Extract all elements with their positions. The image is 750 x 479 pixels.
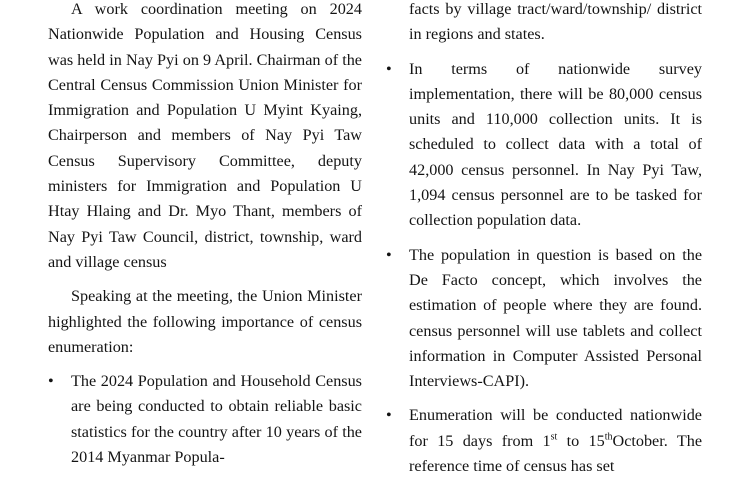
list-item — [386, 243, 702, 395]
bullet-list-right — [386, 57, 702, 479]
enumeration-text-c: October. — [612, 431, 668, 450]
list-item — [386, 403, 702, 479]
superscript-th: th — [604, 431, 613, 443]
bullet-icon: • — [386, 245, 392, 264]
right-column — [386, 0, 702, 479]
bullet-list-left — [48, 369, 362, 470]
paragraph-continuation: facts by village tract/ward/township/ district in regions and states. — [409, 0, 702, 44]
bullet-icon: • — [48, 372, 54, 391]
left-column — [48, 0, 362, 470]
list-item — [48, 369, 362, 470]
enumeration-text-a: Enumeration will be conducted nationwide for 15 days from 1 — [409, 406, 702, 450]
bullet-text: In terms of nationwide survey implementation, there will be 80,000 census units and 110,000 collection units. It is scheduled to collect data with a total of 42,000 census personnel. In Nay Pyi Taw, 1,094 census personnel are to be tasked for collection population data. — [409, 59, 702, 230]
superscript-st: st — [550, 431, 558, 443]
bullet-text — [409, 406, 702, 475]
list-item — [386, 57, 702, 234]
bullet-text: The 2024 Population and Household Census are being conducted to obtain reliable basic statistics for the country after 10 years of the 2014 Myanmar Popula- — [71, 372, 362, 467]
bullet-icon: • — [386, 59, 392, 78]
bullet-text: The population in question is based on the De Facto concept, which involves the estimation of people where they are found. census personnel will use tablets and collect information in Computer Assisted Personal Interviews-CAPI). — [409, 245, 702, 391]
enumeration-text-b: to 15 — [557, 431, 605, 450]
paragraph-speaking: Speaking at the meeting, the Union Minister highlighted the following importance of census enumeration: — [48, 287, 362, 356]
paragraph-meeting: A work coordination meeting on 2024 Nationwide Population and Housing Census was held in Nay Pyi on 9 April. Chairman of the Central Census Commission Union Minister for Immigration and Population U Myint Kyaing, Chairperson and members of Nay Pyi Taw Census Supervisory Committee, deputy ministers for Immigration and Population U Htay Hlaing and Dr. Myo Thant, members of Nay Pyi Taw Council, district, township, ward and village census — [48, 0, 362, 271]
bullet-icon: • — [386, 406, 392, 425]
enumeration-text-d: The reference time of census has set — [409, 431, 702, 476]
